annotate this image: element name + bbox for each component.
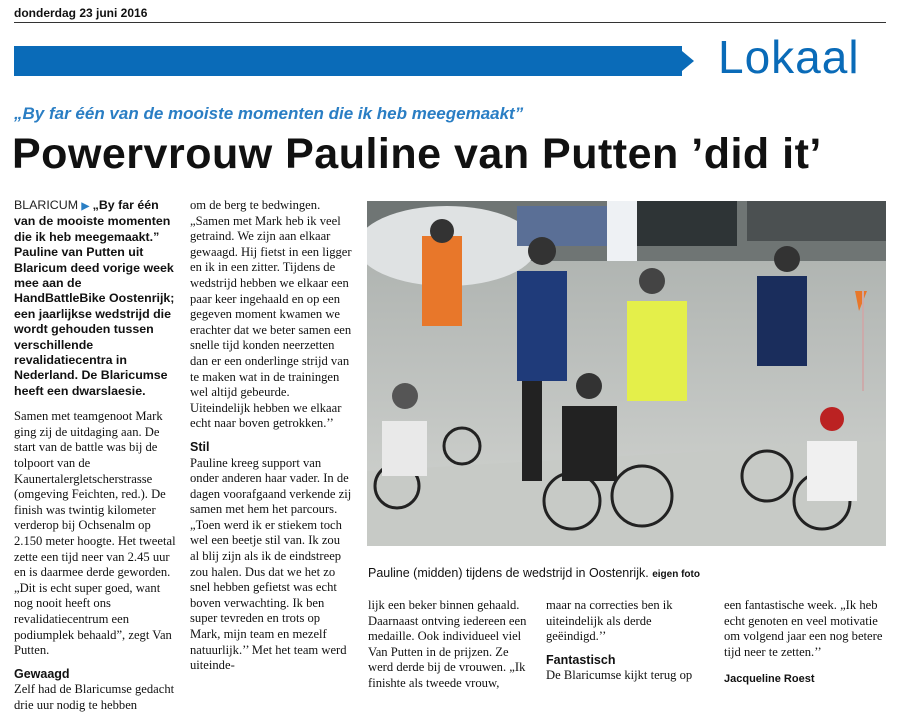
paragraph: Samen met teamgenoot Mark ging zij de uitdaging aan. De start van de battle was bij de tolpoort van de Kaunertalergletscherstrasse (omgeving Feichten, red.). De finish was twintig kilometer verderop bij Ochsenalm op 2.150 meter hoogte. Het tweetal zette een tijd neer van 2.45 uur en is daarmee derde geworden. [14, 409, 176, 580]
paragraph: een fantastische week. „Ik heb echt genoten en veel motivatie om volgend jaar een nog betere tijd neer te zetten.’’ [724, 598, 883, 659]
paragraph: lijk een beker binnen gehaald. Daarnaast ontving iedereen een medaille. Ook individueel viel Van Putten in de prijzen. Ze werd derde bij de vrouwen. „Ik finishte als tweede vrouw, [368, 598, 527, 690]
paragraph: Zelf had de Blaricumse gedacht drie uur nodig te hebben [14, 682, 175, 712]
column-2 [190, 198, 352, 674]
subheading-gewaagd: Gewaagd [14, 666, 70, 681]
column-5 [724, 598, 886, 688]
column-3 [368, 598, 530, 692]
lead-text: „By far één van de mooiste momenten die ik heb meegemaakt.” Pauline van Putten uit Blaricum deed vorige week mee aan de HandBattleBike Oostenrijk; een jaarlijkse wedstrijd die wordt gehouden tussen verschillende revalidatiecentra in Nederland. De Blaricumse heeft een dwarslaesie. [14, 198, 175, 398]
issue-date: donderdag 23 juni 2016 [14, 6, 148, 20]
photo-credit: eigen foto [652, 569, 700, 580]
section-title: Lokaal [718, 31, 860, 83]
paragraph: „Dit is echt super goed, want nog nooit heeft ons revalidatiecentrum een podiumplek behaald”, zegt Van Putten. [14, 580, 172, 658]
header-rule [14, 22, 886, 23]
caption-text: Pauline (midden) tijdens de wedstrijd in Oostenrijk. [368, 566, 649, 580]
cyclists-photo [367, 201, 886, 546]
column-4 [546, 598, 708, 684]
section-bar [14, 46, 682, 76]
article-headline: Powervrouw Pauline van Putten ’did it’ [12, 130, 822, 178]
section-bar-arrow [676, 46, 694, 76]
article-kicker: „By far één van de mooiste momenten die ik heb meegemaakt” [14, 104, 524, 123]
paragraph: om de berg te bedwingen. [190, 198, 321, 212]
paragraph: Pauline kreeg support van onder anderen haar vader. In de dagen voorafgaand verkende zij samen met hem het parcours. „Toen werd ik er stiekem toch wel een beetje stil van. Ik zou al blij zijn als ik de eindstreep zou halen. Dus dat we het zo snel hebben gefietst was echt boven verwachting. Ik ben super tevreden en trots op Mark, mijn team en mezelf natuurlijk.’’ Met het team werd uiteinde- [190, 455, 352, 673]
paragraph: „Samen met Mark heb ik veel getraind. We zijn aan elkaar gewaagd. Hij fietst in een ligger en ik in een zitter. Tijdens de wedstrijd hebben we elkaar een paar keer ingehaald en op een gegeven moment kwamen we erachter dat we beter samen een snelle tijd konden neerzetten dan er een onderlinge strijd van te maken wat in de trainingen wel altijd gebeurde. Uiteindelijk hebben we elkaar echt naar boven getrokken.’’ [190, 213, 352, 431]
author-byline: Jacqueline Roest [724, 673, 815, 686]
paragraph: De Blaricumse kijkt terug op [546, 668, 693, 683]
column-1 [14, 198, 176, 714]
triangle-right-icon: ▶ [81, 201, 90, 212]
subheading-stil: Stil [190, 439, 210, 454]
article-lead [14, 198, 176, 399]
photo-caption [368, 566, 700, 580]
paragraph: maar na correcties ben ik uiteindelijk als derde geëindigd.’’ [546, 598, 673, 644]
dateline: BLARICUM [14, 198, 79, 212]
subheading-fantastisch: Fantastisch [546, 652, 616, 667]
